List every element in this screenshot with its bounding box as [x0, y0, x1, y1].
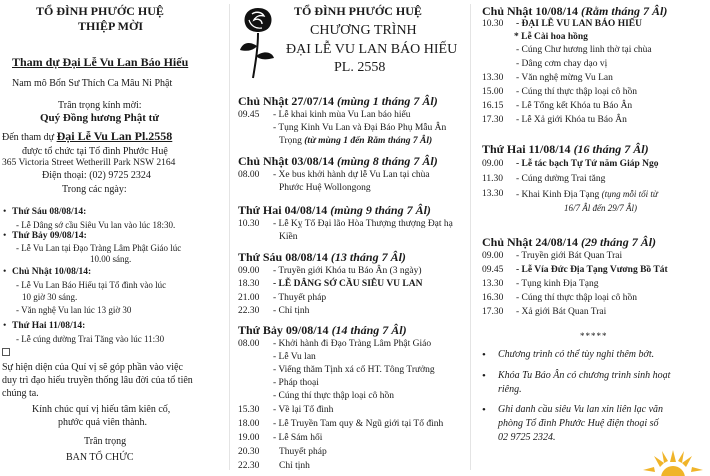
phone: Điện thoại: (02) 9725 2324	[42, 170, 151, 181]
guests: Quý Đồng hương Phật tử	[40, 112, 159, 124]
activity: - LỄ DÂNG SỚ CẦU SIÊU VU LAN	[273, 279, 423, 289]
bullet: •	[3, 207, 7, 217]
time: 11.30	[482, 174, 504, 184]
schedule-line: 10.00 sáng.	[90, 254, 132, 264]
activity: - Truyền giới Khóa tu Báo Ân (3 ngày)	[273, 266, 422, 276]
schedule-day-title: Thứ Sáu 08/08/14:	[12, 207, 87, 217]
time: 16.15	[482, 101, 504, 111]
time: 13.30	[482, 279, 504, 289]
activity: - Lễ Truyền Tam quy & Ngũ giới tại Tổ đình	[273, 419, 444, 429]
time: 16.30	[482, 293, 504, 303]
divider-stars: *****	[580, 331, 608, 341]
day-title: Thứ Bảy 09/08/14 (14 tháng 7 Âl)	[238, 323, 407, 337]
activity: - Cúng Chư hương linh thờ tại chùa	[516, 45, 652, 55]
closing-line: chúng ta.	[2, 388, 39, 399]
activity: Thuyết pháp	[279, 447, 327, 457]
time: 09.00	[482, 251, 504, 261]
activity: Kiền	[279, 232, 298, 242]
time: 22.30	[238, 461, 260, 471]
time: 10.30	[482, 19, 504, 29]
activity: - Xả giới Bát Quan Trai	[516, 307, 607, 317]
activity: - Chỉ tịnh	[273, 306, 310, 316]
program-title-pl: PL. 2558	[334, 60, 386, 75]
activity: - Pháp thoại	[273, 378, 319, 388]
schedule-day-title: Chủ Nhật 10/08/14:	[12, 267, 92, 277]
activity: - Văn nghệ mừng Vu Lan	[516, 73, 613, 83]
activity: - Lễ Tổng kết Khóa tu Báo Ân	[516, 101, 633, 111]
activity: * Lễ Cài hoa hồng	[514, 32, 588, 42]
activity: - Cúng thí thực thập loại cô hồn	[273, 391, 394, 401]
activity: - Lễ Kỵ Tổ Đại lão Hòa Thượng thượng Đạt hạ	[273, 219, 453, 229]
day-title: Chủ Nhật 24/08/14 (29 tháng 7 Âl)	[482, 235, 657, 249]
activity: - Tụng kinh Địa Tạng	[516, 279, 599, 289]
activity-note: 16/7 Âl đến 29/7 Âl)	[564, 203, 637, 213]
event-name: Đại Lễ Vu Lan Pl.2558	[56, 129, 173, 143]
note-line: Khóa Tu Báo Ân có chương trình sinh hoạt	[498, 370, 671, 381]
invitation-title: THIỆP MỜI	[78, 19, 144, 33]
time: 15.30	[238, 405, 260, 415]
time: 15.00	[482, 87, 504, 97]
invitation-subject: Tham dự Đại Lễ Vu Lan Báo Hiếu	[12, 55, 189, 69]
activity: - Lễ Vu lan	[273, 352, 316, 362]
schedule-line: - Lễ Vu Lan tại Đạo Tràng Lâm Phật Giáo lúc	[16, 243, 182, 253]
activity: - Khởi hành đi Đạo Tràng Lâm Phật Giáo	[273, 339, 432, 349]
time: 21.00	[238, 293, 260, 303]
activity: - Thuyết pháp	[273, 293, 327, 303]
invitation-column	[0, 0, 224, 476]
closing-line: phước quả viên thành.	[58, 417, 148, 428]
day-title: Chủ Nhật 03/08/14 (mùng 8 tháng 7 Âl)	[238, 154, 438, 168]
time: 19.00	[238, 433, 260, 443]
time: 13.30	[482, 73, 504, 83]
activity: - Lễ Xả giới Khóa tu Báo Ân	[516, 115, 627, 125]
bullet: •	[482, 404, 486, 416]
activity: - Tụng Kinh Vu Lan và Đại Báo Phụ Mẫu Ân	[273, 123, 447, 133]
signoff: Trân trọng	[84, 436, 127, 447]
temple-header: TỔ ĐÌNH PHƯỚC HUỆ	[36, 4, 164, 18]
note-line: Ghi danh cầu siêu Vu lan xin liên lạc văn	[498, 404, 664, 415]
activity: Phước Huệ Wollongong	[279, 183, 371, 193]
schedule-line: - Văn nghệ Vu lan lúc 13 giờ 30	[16, 305, 132, 315]
activity: - Cúng thí thực thập loại cô hồn	[516, 293, 637, 303]
activity: Trọng (từ mùng 1 đến Rằm tháng 7 Âl)	[279, 136, 433, 146]
activity: - Lễ tác bạch Tự Tứ năm Giáp Ngọ	[516, 159, 659, 169]
time: 09.45	[482, 265, 504, 275]
note-line: riêng.	[498, 384, 522, 395]
day-title: Thứ Hai 04/08/14 (mùng 9 tháng 7 Âl)	[238, 203, 431, 217]
activity: - Cúng dường Trai tăng	[516, 174, 606, 184]
event-line: Đến tham dự Đại Lễ Vu Lan Pl.2558	[2, 129, 173, 143]
program-header: TỔ ĐÌNH PHƯỚC HUỆ	[294, 4, 422, 18]
schedule-day-title: Thứ Hai 11/08/14:	[12, 321, 86, 331]
activity: - Lễ khai kinh mùa Vu Lan báo hiếu	[273, 110, 411, 120]
venue: được tổ chức tại Tổ đình Phước Huệ	[22, 146, 168, 157]
day-title: Chủ Nhật 10/08/14 (Rằm tháng 7 Âl)	[482, 4, 668, 18]
time: 09.00	[482, 159, 504, 169]
day-title: Thứ Sáu 08/08/14 (13 tháng 7 Âl)	[238, 250, 406, 264]
activity: Chỉ tịnh	[279, 461, 310, 471]
note-line: 02 9725 2324.	[498, 432, 556, 443]
bullet: •	[482, 370, 486, 382]
program-title: CHƯƠNG TRÌNH	[310, 23, 417, 38]
time: 08.00	[238, 170, 260, 180]
time: 17.30	[482, 115, 504, 125]
time: 18.30	[238, 279, 260, 289]
time: 09.00	[238, 266, 260, 276]
time: 08.00	[238, 339, 260, 349]
day-title: Chủ Nhật 27/07/14 (mùng 1 tháng 7 Âl)	[238, 94, 438, 108]
time: 22.30	[238, 306, 260, 316]
schedule-line: - Lễ Vu Lan Báo Hiếu tại Tổ đình vào lúc	[16, 280, 167, 290]
schedule-line: 10 giờ 30 sáng.	[22, 292, 78, 302]
schedule-day-title: Thứ Bảy 09/08/14:	[12, 231, 87, 241]
note-line: phòng Tổ đình Phước Huệ điện thoại số	[498, 418, 659, 429]
activity: - Lễ Vía Đức Địa Tạng Vương Bồ Tát	[516, 265, 668, 275]
activity: - Cúng thí thực thập loại cô hồn	[516, 87, 637, 97]
time: 10.30	[238, 219, 260, 229]
bullet: •	[482, 349, 486, 361]
activity: - Xe bus khởi hành dự lễ Vu Lan tại chùa	[273, 170, 430, 180]
bullet: •	[3, 231, 7, 241]
bullet: •	[3, 267, 7, 277]
time: 13.30	[482, 189, 504, 199]
closing-line: Kính chúc quí vị hiếu tâm kiên cố,	[32, 404, 171, 415]
closing-line: duy trì đạo hiếu truyền thống lâu đời của tổ tiên	[2, 375, 193, 386]
sun-icon	[640, 446, 706, 476]
activity: - ĐẠI LỄ VU LAN BÁO HIẾU	[516, 19, 642, 29]
note-line: Chương trình có thể tùy nghi thêm bớt.	[498, 349, 655, 360]
activity: - Viếng thăm Tịnh xá cố HT. Tông Trưởng	[273, 365, 435, 375]
activity: - Về lại Tổ đình	[273, 405, 334, 415]
activity: - Lễ Sám hối	[273, 433, 323, 443]
rose-icon	[236, 2, 280, 80]
program-title-event: ĐẠI LỄ VU LAN BÁO HIẾU	[286, 42, 458, 57]
schedule-line: - Lễ Dâng sớ cầu Siêu Vu lan vào lúc 18:30.	[16, 220, 176, 230]
organizer: BAN TỔ CHỨC	[66, 452, 134, 463]
time: 09.45	[238, 110, 260, 120]
time: 17.30	[482, 307, 504, 317]
time: 18.00	[238, 419, 260, 429]
address: 365 Victoria Street Wetherill Park NSW 2164	[2, 158, 176, 168]
program-column	[234, 0, 466, 476]
activity: - Truyền giới Bát Quan Trai	[516, 251, 623, 261]
greeting: Trân trọng kính mời:	[58, 100, 142, 111]
closing-line: Sự hiện diện của Quí vị sẽ góp phần vào việc	[2, 362, 183, 373]
time: 20.30	[238, 447, 260, 457]
activity: - Dâng cơm chay dạo vị	[516, 59, 608, 69]
bullet: •	[3, 321, 7, 331]
checkbox-glyph	[2, 348, 10, 356]
dates-heading: Trong các ngày:	[62, 184, 127, 195]
schedule-line: - Lễ cúng dường Trai Tăng vào lúc 11:30	[16, 334, 165, 344]
day-title: Thứ Hai 11/08/14 (16 tháng 7 Âl)	[482, 142, 649, 156]
invocation: Nam mô Bổn Sư Thích Ca Mâu Ni Phật	[12, 78, 173, 89]
program-column-continued	[474, 0, 710, 476]
activity: - Khai Kinh Địa Tạng (tụng mỗi tối từ	[516, 189, 658, 200]
